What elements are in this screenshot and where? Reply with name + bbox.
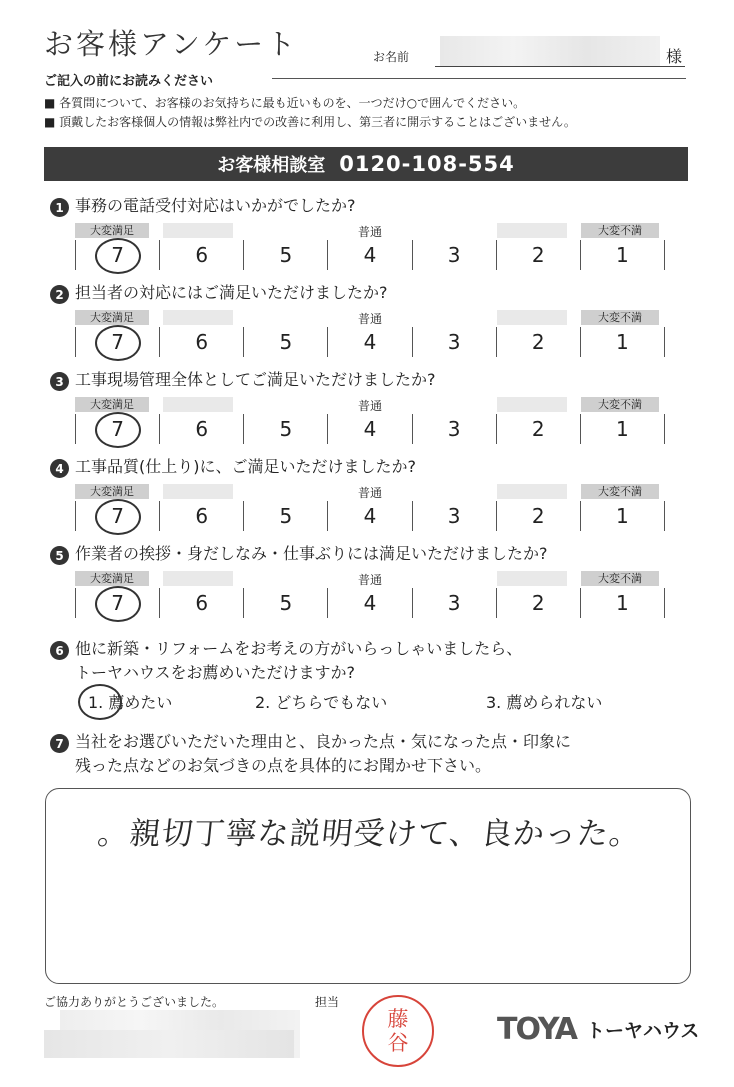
question-6 — [50, 640, 522, 685]
q6-option-2[interactable] — [255, 690, 387, 713]
rating-scale — [75, 310, 665, 360]
scale-label-low: 大変不満 — [581, 310, 659, 325]
q6-selection-circle — [78, 684, 122, 720]
question-6-line-2: トーヤハウスをお薦めいただけますか? — [75, 663, 356, 682]
rating-option-3[interactable]: 3 — [412, 327, 496, 357]
q6-option-2-num: 2. — [255, 693, 271, 712]
q6-option-2-label: どちらでもない — [275, 693, 388, 712]
question-number-badge: 7 — [50, 734, 69, 753]
scale-label-blank — [497, 484, 567, 499]
question-text: 事務の電話受付対応はいかがでしたか? — [75, 196, 356, 215]
rating-option-2[interactable]: 2 — [496, 240, 580, 270]
survey-title: お客様アンケート — [44, 27, 299, 61]
question-7-line-2: 残った点などのお気づきの点を具体的にお聞かせ下さい。 — [75, 756, 492, 775]
question-3 — [50, 371, 436, 392]
rating-option-7[interactable]: 7 — [75, 240, 159, 270]
scale-label-low: 大変不満 — [581, 484, 659, 499]
scale-label-blank — [497, 310, 567, 325]
selection-circle — [95, 412, 141, 448]
staff-label: 担当 — [315, 995, 340, 1009]
hotline-phone: 0120-108-554 — [339, 152, 515, 176]
rating-option-4[interactable]: 4 — [327, 414, 411, 444]
seal-char-2: 谷 — [387, 1031, 409, 1055]
seal-char-1: 藤 — [387, 1007, 409, 1031]
question-7 — [50, 733, 571, 778]
rating-option-3[interactable]: 3 — [412, 414, 496, 444]
rating-option-3[interactable]: 3 — [412, 588, 496, 618]
rating-option-2[interactable]: 2 — [496, 414, 580, 444]
scale-label-high: 大変満足 — [75, 397, 149, 412]
scale-label-blank — [163, 484, 233, 499]
question-2 — [50, 284, 388, 305]
selection-circle — [95, 238, 141, 274]
rating-option-7[interactable]: 7 — [75, 501, 159, 531]
rating-option-5[interactable]: 5 — [243, 240, 327, 270]
rating-option-6[interactable]: 6 — [159, 327, 243, 357]
rating-option-7[interactable]: 7 — [75, 414, 159, 444]
scale-label-high: 大変満足 — [75, 223, 149, 238]
rating-scale — [75, 223, 665, 273]
scale-label-blank — [163, 223, 233, 238]
rating-option-5[interactable]: 5 — [243, 588, 327, 618]
selection-circle — [95, 499, 141, 535]
q6-option-3-num: 3. — [486, 693, 502, 712]
rating-option-5[interactable]: 5 — [243, 414, 327, 444]
rating-option-4[interactable]: 4 — [327, 588, 411, 618]
question-5 — [50, 545, 548, 566]
scale-label-mid: 普通 — [357, 486, 382, 500]
question-text: 担当者の対応にはご満足いただけましたか? — [75, 283, 388, 302]
rating-option-1[interactable]: 1 — [580, 327, 665, 357]
rating-option-7[interactable]: 7 — [75, 588, 159, 618]
name-field-line — [435, 66, 685, 67]
scale-label-low: 大変不満 — [581, 397, 659, 412]
question-text: 工事品質(仕上り)に、ご満足いただけましたか? — [75, 457, 416, 476]
scale-label-mid: 普通 — [357, 312, 382, 326]
instructions-heading: ご記入の前にお読みください — [44, 74, 214, 89]
scale-label-mid: 普通 — [357, 225, 382, 239]
q6-option-3-label: 薦められない — [506, 693, 603, 712]
selection-circle — [95, 325, 141, 361]
q6-option-3[interactable] — [486, 690, 602, 713]
question-6-line-1: 他に新築・リフォームをお考えの方がいらっしゃいましたら、 — [75, 639, 523, 658]
hotline-banner — [44, 147, 688, 181]
scale-label-high: 大変満足 — [75, 484, 149, 499]
rating-option-1[interactable]: 1 — [580, 501, 665, 531]
question-text: 工事現場管理全体としてご満足いただけましたか? — [75, 370, 436, 389]
rating-option-6[interactable]: 6 — [159, 414, 243, 444]
scale-label-blank — [163, 571, 233, 586]
q6-option-1-num: 1. — [88, 693, 104, 712]
company-logo — [497, 1012, 699, 1047]
selection-circle — [95, 586, 141, 622]
scale-label-blank — [163, 310, 233, 325]
thanks-text: ご協力ありがとうございました。 — [44, 995, 225, 1009]
question-4 — [50, 458, 416, 479]
question-number-badge: 5 — [50, 546, 69, 565]
scale-label-blank — [497, 397, 567, 412]
question-1 — [50, 197, 356, 218]
redacted-block — [44, 1030, 294, 1058]
rating-option-6[interactable]: 6 — [159, 588, 243, 618]
rating-option-4[interactable]: 4 — [327, 501, 411, 531]
rating-option-4[interactable]: 4 — [327, 240, 411, 270]
scale-label-high: 大変満足 — [75, 571, 149, 586]
scale-label-blank — [497, 223, 567, 238]
rating-option-3[interactable]: 3 — [412, 240, 496, 270]
staff-seal-stamp — [362, 995, 434, 1067]
question-number-badge: 3 — [50, 372, 69, 391]
scale-label-mid: 普通 — [357, 573, 382, 587]
instruction-note-1: ■ 各質問について、お客様のお気持ちに最も近いものを、一つだけ○で囲んでください。 — [44, 96, 526, 110]
rating-option-4[interactable]: 4 — [327, 327, 411, 357]
company-name: トーヤハウス — [585, 1020, 700, 1042]
q6-option-1-label: 薦めたい — [108, 693, 173, 712]
rating-option-5[interactable]: 5 — [243, 327, 327, 357]
rating-scale — [75, 397, 665, 447]
question-7-line-1: 当社をお選びいただいた理由と、良かった点・気になった点・印象に — [75, 732, 572, 751]
rating-scale — [75, 484, 665, 534]
rating-option-7[interactable]: 7 — [75, 327, 159, 357]
scale-label-low: 大変不満 — [581, 223, 659, 238]
logo-mark: TOYA — [497, 1012, 576, 1047]
rating-option-2[interactable]: 2 — [496, 588, 580, 618]
honorific: 様 — [666, 47, 683, 66]
question-number-badge: 4 — [50, 459, 69, 478]
scale-label-blank — [497, 571, 567, 586]
scale-label-high: 大変満足 — [75, 310, 149, 325]
name-label: お名前 — [373, 50, 410, 64]
rating-option-5[interactable]: 5 — [243, 501, 327, 531]
rating-option-6[interactable]: 6 — [159, 501, 243, 531]
name-redacted — [440, 36, 660, 66]
scale-label-low: 大変不満 — [581, 571, 659, 586]
rating-scale — [75, 571, 665, 621]
question-number-badge: 6 — [50, 641, 69, 660]
instruction-note-2: ■ 頂戴したお客様個人の情報は弊社内での改善に利用し、第三者に開示することはございません。 — [44, 115, 576, 129]
instructions-rule — [272, 78, 686, 79]
rating-option-2[interactable]: 2 — [496, 327, 580, 357]
rating-option-1[interactable]: 1 — [580, 240, 665, 270]
rating-option-1[interactable]: 1 — [580, 588, 665, 618]
hotline-label: お客様相談室 — [217, 155, 326, 176]
rating-option-6[interactable]: 6 — [159, 240, 243, 270]
question-number-badge: 2 — [50, 285, 69, 304]
scale-label-mid: 普通 — [357, 399, 382, 413]
scale-label-blank — [163, 397, 233, 412]
handwritten-comment: 。親切丁寧な説明受けて、良かった。 — [95, 816, 643, 852]
question-text: 作業者の挨拶・身だしなみ・仕事ぶりには満足いただけましたか? — [75, 544, 548, 563]
rating-option-2[interactable]: 2 — [496, 501, 580, 531]
rating-option-3[interactable]: 3 — [412, 501, 496, 531]
question-number-badge: 1 — [50, 198, 69, 217]
rating-option-1[interactable]: 1 — [580, 414, 665, 444]
